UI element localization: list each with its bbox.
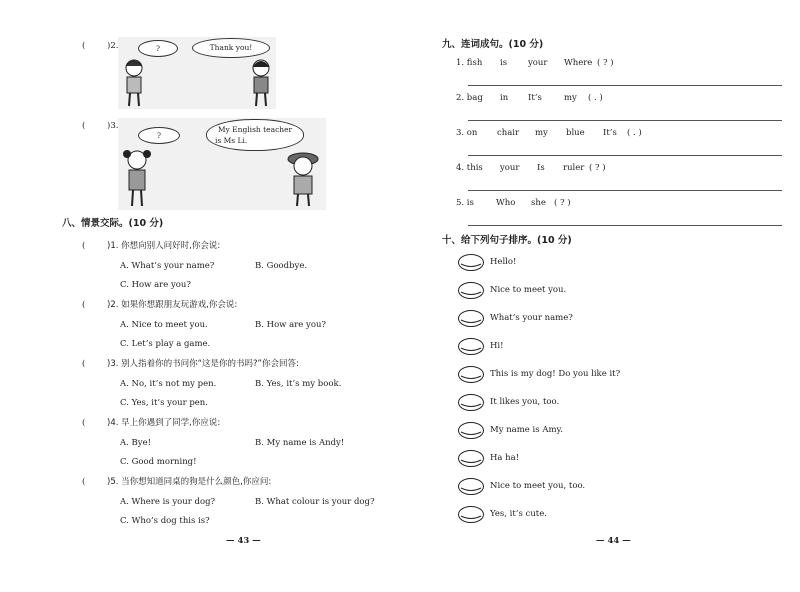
option-b: B. Goodbye. — [255, 261, 308, 271]
sentence-word: 3. on — [456, 128, 478, 138]
question-text: )4. 早上你遇到了同学,你应说: — [107, 418, 221, 428]
order-sentence: Hi! — [490, 341, 504, 351]
sentence-word: ruler — [563, 163, 585, 173]
order-sentence: Nice to meet you, too. — [490, 481, 586, 491]
sentence-word: Where — [564, 58, 593, 68]
option-c: C. Let’s play a game. — [120, 339, 211, 349]
option-c: C. Who’s dog this is? — [120, 516, 210, 526]
order-sentence: It likes you, too. — [490, 397, 560, 407]
speech-bubble-left: ? — [138, 127, 180, 144]
answer-bracket[interactable]: ( — [82, 241, 86, 251]
question-text: )3. 别人指着你的书问你“这是你的书吗?”你会回答: — [107, 359, 299, 369]
option-a: A. No, it’s not my pen. — [120, 379, 217, 389]
sentence-word: ( ? ) — [554, 198, 571, 208]
answer-line[interactable] — [468, 155, 782, 156]
sentence-word: 2. bag — [456, 93, 483, 103]
question-number: )2. — [107, 41, 119, 51]
order-sentence: My name is Amy. — [490, 425, 563, 435]
sentence-word: 5. is — [456, 198, 474, 208]
boy-figure-icon — [284, 150, 322, 208]
option-b: B. What colour is your dog? — [255, 497, 375, 507]
option-c: C. Good morning! — [120, 457, 197, 467]
boy-figure-icon — [246, 58, 276, 108]
sentence-word: It’s — [528, 93, 542, 103]
answer-oval-icon[interactable] — [457, 393, 485, 412]
option-b: B. My name is Andy! — [255, 438, 345, 448]
answer-oval-icon[interactable] — [457, 421, 485, 440]
sentence-word: 1. fish — [456, 58, 483, 68]
order-sentence: Ha ha! — [490, 453, 520, 463]
answer-bracket[interactable]: ( — [82, 359, 86, 369]
answer-bracket[interactable]: ( — [82, 300, 86, 310]
sentence-word: 4. this — [456, 163, 483, 173]
order-sentence: This is my dog! Do you like it? — [490, 369, 621, 379]
answer-oval-icon[interactable] — [457, 449, 485, 468]
order-sentence: What’s your name? — [490, 313, 573, 323]
answer-oval-icon[interactable] — [457, 505, 485, 524]
sentence-word: ( . ) — [627, 128, 642, 138]
girl-figure-icon — [118, 58, 150, 108]
option-b: B. Yes, it’s my book. — [255, 379, 342, 389]
bubble-text-line: My English teacher — [217, 125, 293, 134]
answer-line[interactable] — [468, 85, 782, 86]
bubble-text-line: is Ms Li. — [215, 136, 248, 145]
option-a: A. What’s your name? — [120, 261, 215, 271]
sentence-word: your — [528, 58, 548, 68]
order-sentence: Nice to meet you. — [490, 285, 567, 295]
sentence-word: Who — [496, 198, 516, 208]
sentence-word: It’s — [603, 128, 617, 138]
sentence-word: ( ? ) — [597, 58, 614, 68]
sentence-word: she — [531, 198, 546, 208]
page-number-left: — 43 — — [226, 536, 261, 546]
section-10-title: 十、给下列句子排序。(10 分) — [442, 235, 572, 246]
option-a: A. Bye! — [120, 438, 152, 448]
sentence-word: Is — [537, 163, 545, 173]
answer-oval-icon[interactable] — [457, 253, 485, 272]
answer-oval-icon[interactable] — [457, 365, 485, 384]
answer-line[interactable] — [468, 190, 782, 191]
sentence-word: ( ? ) — [589, 163, 606, 173]
sentence-word: my — [564, 93, 577, 103]
speech-bubble-right: Thank you! — [192, 38, 270, 58]
answer-line[interactable] — [468, 225, 782, 226]
sentence-word: chair — [497, 128, 520, 138]
answer-oval-icon[interactable] — [457, 281, 485, 300]
speech-bubble-right — [206, 119, 304, 151]
sentence-word: in — [500, 93, 509, 103]
answer-oval-icon[interactable] — [457, 309, 485, 328]
question-number: )3. — [107, 121, 119, 131]
question-text: )5. 当你想知道同桌的狗是什么颜色,你应问: — [107, 477, 272, 487]
answer-bracket[interactable]: ( — [82, 477, 86, 487]
answer-oval-icon[interactable] — [457, 337, 485, 356]
section-9-title: 九、连词成句。(10 分) — [442, 39, 544, 50]
sentence-word: my — [535, 128, 548, 138]
question-text: )1. 你想向别人问好时,你会说: — [107, 241, 221, 251]
option-a: A. Nice to meet you. — [120, 320, 208, 330]
sentence-word: blue — [566, 128, 585, 138]
girl-figure-icon — [120, 148, 154, 208]
order-sentence: Hello! — [490, 257, 517, 267]
order-sentence: Yes, it’s cute. — [490, 509, 547, 519]
option-c: C. Yes, it’s your pen. — [120, 398, 208, 408]
bracket-open: ( — [82, 121, 86, 131]
speech-bubble-left: ? — [138, 40, 178, 57]
question-text: )2. 如果你想跟朋友玩游戏,你会说: — [107, 300, 238, 310]
page-number-right: — 44 — — [596, 536, 631, 546]
answer-bracket[interactable]: ( — [82, 418, 86, 428]
bracket-open: ( — [82, 41, 86, 51]
section-8-title: 八、情景交际。(10 分) — [62, 218, 164, 229]
option-c: C. How are you? — [120, 280, 191, 290]
sentence-word: is — [500, 58, 508, 68]
answer-line[interactable] — [468, 120, 782, 121]
sentence-word: ( . ) — [588, 93, 603, 103]
option-b: B. How are you? — [255, 320, 326, 330]
answer-oval-icon[interactable] — [457, 477, 485, 496]
sentence-word: your — [500, 163, 520, 173]
option-a: A. Where is your dog? — [120, 497, 216, 507]
